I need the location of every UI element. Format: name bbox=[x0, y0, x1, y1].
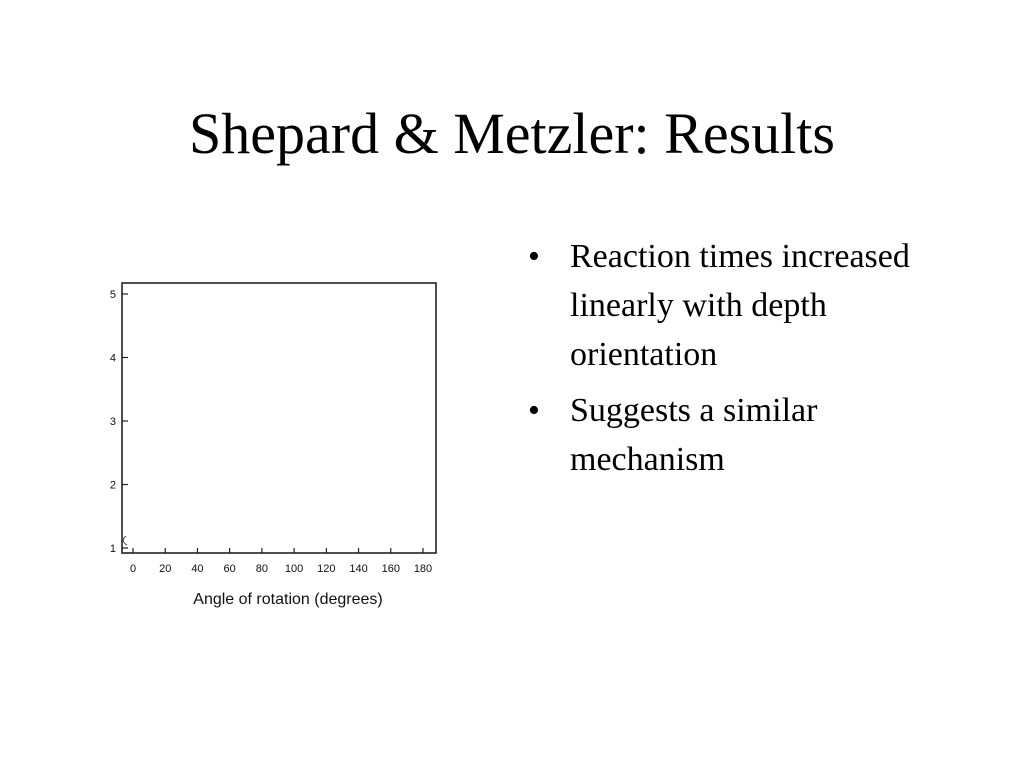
x-tick-label: 140 bbox=[349, 563, 368, 575]
reaction-time-chart bbox=[100, 274, 450, 619]
bullet-marker: • bbox=[528, 238, 540, 275]
chart-canvas bbox=[100, 274, 450, 619]
y-tick-label: 3 bbox=[109, 416, 116, 428]
x-tick-label: 160 bbox=[381, 563, 400, 575]
y-tick-label: 5 bbox=[109, 289, 116, 301]
slide-title: Shepard & Metzler: Results bbox=[189, 101, 835, 166]
plot-frame bbox=[122, 283, 436, 553]
bullet-list bbox=[528, 232, 968, 491]
bullet-marker: • bbox=[528, 392, 540, 429]
bullet-text: Suggests a similar mechanism bbox=[570, 392, 818, 478]
x-tick-label: 100 bbox=[284, 563, 304, 575]
x-tick-label: 20 bbox=[159, 563, 172, 575]
x-tick-label: 40 bbox=[191, 563, 204, 575]
y-tick-label: 2 bbox=[109, 479, 116, 492]
bullet-text: Reaction times increased linearly with depth orientation bbox=[570, 238, 910, 373]
y-tick-label: 4 bbox=[109, 352, 116, 365]
x-tick-label: 80 bbox=[255, 563, 269, 575]
x-tick-label: 0 bbox=[129, 563, 137, 575]
bullet-item-2 bbox=[528, 386, 968, 484]
bullet-item-1 bbox=[528, 232, 968, 379]
x-tick-label: 120 bbox=[317, 563, 336, 575]
x-axis-title: Angle of rotation (degrees) bbox=[193, 591, 383, 608]
y-tick-label: 1 bbox=[109, 543, 116, 555]
x-tick-label: 60 bbox=[223, 563, 236, 575]
x-tick-label: 180 bbox=[413, 563, 433, 575]
